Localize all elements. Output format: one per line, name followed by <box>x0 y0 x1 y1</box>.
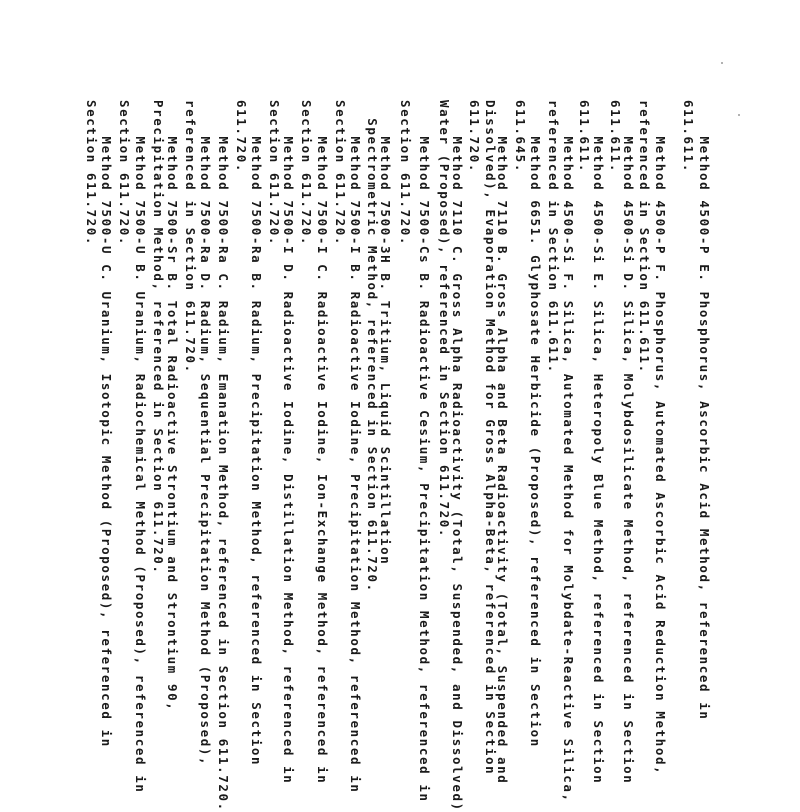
doc-line: 611.720. <box>467 100 482 174</box>
doc-line: Water (Proposed), referenced in Section 611.720. <box>437 100 452 539</box>
doc-line: referenced in Section 611.611. <box>637 100 652 374</box>
doc-line: Method 7500-Ra B. Radium, Precipitation Method, referenced in Section <box>249 100 264 767</box>
doc-line: referenced in Section 611.611. <box>546 100 561 374</box>
doc-line: Method 7500-3H B. Tritium, Liquid Scintillation <box>378 100 393 566</box>
scan-speck <box>738 114 740 116</box>
doc-line: Section 611.720. <box>117 100 132 247</box>
doc-line: Method 7500-Ra D. Radium, Sequential Precipitation Method (Proposed), <box>198 100 213 767</box>
doc-line: 611.720. <box>234 100 249 174</box>
doc-line: Dissolved), Evaporation Method for Gross Alpha-Beta, referenced in Section <box>483 100 498 776</box>
doc-line: Precipitation Method, referenced in Section 611.720. <box>151 100 166 575</box>
doc-line: Method 4500-Si E. Silica, Heteropoly Blue Method, referenced in Section <box>591 100 606 785</box>
doc-line: Method 7500-Cs B. Radioactive Cesium, Precipitation Method, referenced in <box>417 100 432 803</box>
doc-line: Section 611.720. <box>84 100 99 247</box>
doc-line: Method 7500-Sr B. Total Radioactive Strontium and Strontium 90, <box>165 100 180 712</box>
doc-line: referenced in Section 611.720. <box>183 100 198 374</box>
doc-line: Method 4500-Si D. Silica, Molybdosilicate Method, referenced in Section <box>621 100 636 785</box>
doc-line: Section 611.720. <box>299 100 314 247</box>
doc-line: Method 7110 C. Gross Alpha Radioactivity (Total, Suspended, and Dissolved) <box>450 100 465 812</box>
doc-line: Method 7500-Ra C. Radium, Emanation Method, referenced in Section 611.720. <box>216 100 231 812</box>
doc-line: Method 4500-Si F. Silica, Automated Method for Molybdate-Reactive Silica, <box>561 100 576 803</box>
doc-line: Method 6651. Glyphosate Herbicide (Proposed), referenced in Section <box>528 100 543 748</box>
doc-line: Method 7110 B. Gross Alpha and Beta Radioactivity (Total, Suspended and <box>495 100 510 785</box>
doc-line: Method 7500-U C. Uranium, Isotopic Method (Proposed), referenced in <box>99 100 114 748</box>
doc-line: 611.611. <box>681 100 696 174</box>
doc-line: Method 7500-I C. Radioactive Iodine, Ion-Exchange Method, referenced in <box>315 100 330 785</box>
scan-speck <box>721 62 723 64</box>
doc-line: Method 4500-P F. Phosphorus, Automated Ascorbic Acid Reduction Method, <box>653 100 668 776</box>
doc-line: Method 7500-U B. Uranium, Radiochemical Method (Proposed), referenced in <box>133 100 148 794</box>
doc-line: 611.611. <box>608 100 623 174</box>
doc-line: Section 611.720. <box>267 100 282 247</box>
doc-line: Section 611.720. <box>398 100 413 247</box>
doc-line: 611.611. <box>577 100 592 174</box>
doc-line: Method 7500-I D. Radioactive Iodine, Distillation Method, referenced in <box>281 100 296 785</box>
doc-line: Section 611.720. <box>333 100 348 247</box>
doc-line: 611.645. <box>513 100 528 174</box>
doc-line: Method 7500-I B. Radioactive Iodine, Precipitation Method, referenced in <box>348 100 363 794</box>
doc-line: Spectrometric Method, referenced in Section 611.720. <box>365 100 380 593</box>
doc-line: Method 4500-P E. Phosphorus, Ascorbic Acid Method, referenced in <box>697 100 712 721</box>
